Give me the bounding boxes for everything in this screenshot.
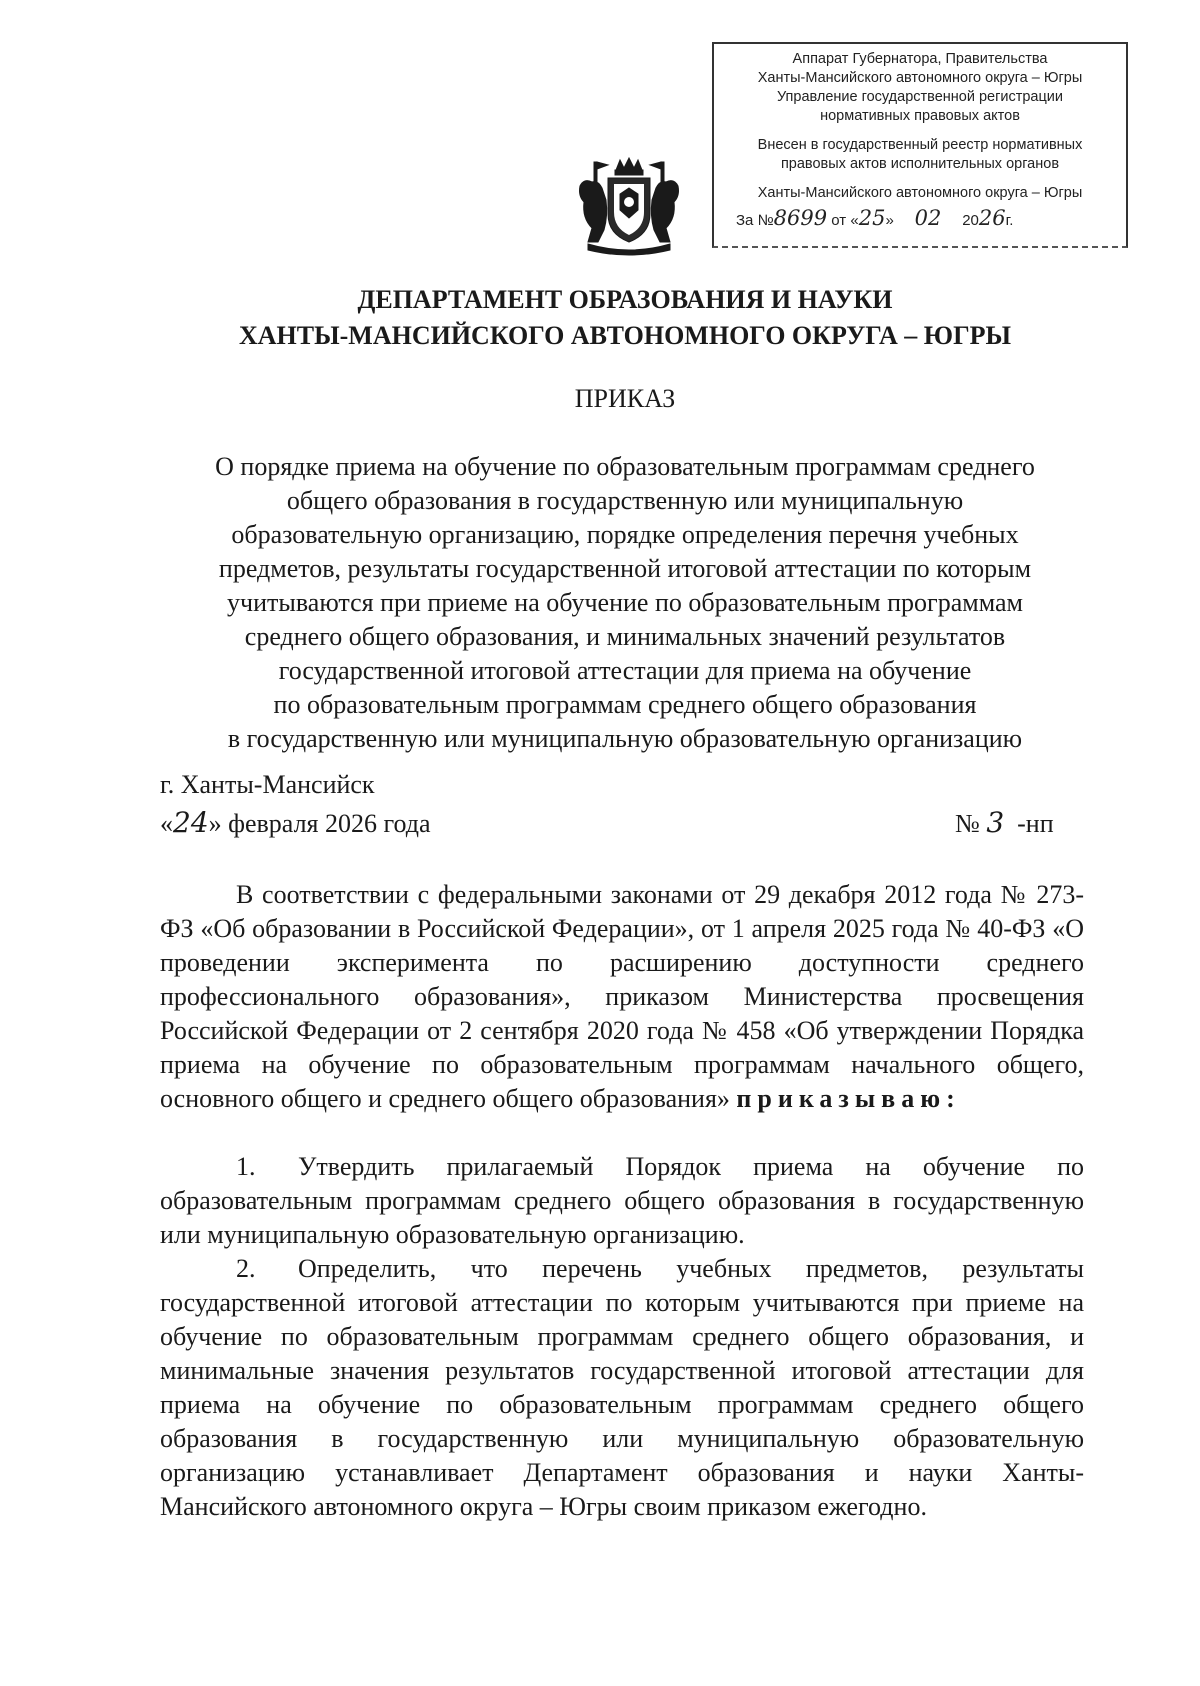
stamp-line: правовых актов исполнительных органов	[780, 156, 1060, 172]
number-prefix: №	[955, 809, 980, 838]
document-type: ПРИКАЗ	[574, 384, 676, 413]
date-day: 24	[173, 806, 209, 839]
stamp-reg-month: 02	[914, 206, 942, 230]
item-number: 2.	[236, 1254, 256, 1283]
stamp-reg-year: 26	[978, 206, 1006, 230]
stamp-line: Аппарат Губернатора, Правительства	[792, 51, 1048, 67]
title-line: среднего общего образования, и минимальных значений результатов	[244, 622, 1006, 651]
number-suffix: -нп	[1017, 809, 1054, 838]
item-text: Утвердить прилагаемый Порядок приема на обучение по образовательным программам среднего общего образования в государственную или муниципальную образовательную организацию.	[160, 1152, 1084, 1249]
stamp-line: нормативных правовых актов	[820, 108, 1020, 124]
stamp-registration-line	[714, 206, 1126, 239]
issue-place: г. Ханты-Мансийск	[160, 770, 375, 799]
preamble-text: В соответствии с федеральными законами от 29 декабря 2012 года № 273-ФЗ «Об образовании в Российской Федерации», от 1 апреля 2025 года № 40-ФЗ «О проведении эксперимента по расширению доступности среднего профессионального образования», приказом Министерства просвещения Российской Федерации от 2 сентября 2020 года № 458 «Об утверждении Порядка приема на обучение по образовательным программам начального общего, основного общего и среднего общего образования»	[160, 880, 1084, 1113]
title-line: предметов, результаты государственной итоговой аттестации по которым	[218, 554, 1032, 583]
title-line: учитываются при приеме на обучение по образовательным программам	[227, 588, 1023, 617]
stamp-reg-close: »	[885, 212, 894, 229]
registration-stamp	[712, 42, 1128, 248]
document-number	[955, 806, 1054, 839]
order-word: приказываю:	[736, 1084, 961, 1113]
item-text: Определить, что перечень учебных предметов, результаты государственной итоговой аттестации по которым учитываются при приеме на обучение по образовательным программам среднего общего образования, и минимальные значения результатов государственной итоговой аттестации для приема на обучение по образовательным программам среднего общего образования в государственную или муниципальную образовательную организацию устанавливает Департамент образования и науки Ханты-Мансийского автономного округа – Югры своим приказом ежегодно.	[160, 1254, 1084, 1521]
document-body	[160, 878, 1084, 1524]
order-item	[160, 1252, 1084, 1524]
date-rest: » февраля 2026 года	[208, 809, 431, 838]
date-open: «	[160, 809, 173, 838]
stamp-reg-prefix: За №	[736, 212, 774, 229]
title-line: государственной итоговой аттестации для приема на обучение	[278, 656, 972, 685]
stamp-reg-number: 8699	[773, 206, 828, 230]
stamp-line: Ханты-Мансийского автономного округа – Югры	[757, 70, 1083, 86]
stamp-line: Ханты-Мансийского автономного округа – Югры	[757, 185, 1083, 201]
number-value: 3	[986, 806, 1005, 839]
title-line: общего образования в государственную или муниципальную	[286, 486, 964, 515]
item-number: 1.	[236, 1152, 256, 1181]
title-line: в государственную или муниципальную образовательную организацию	[227, 724, 1023, 753]
heading-line: ДЕПАРТАМЕНТ ОБРАЗОВАНИЯ И НАУКИ	[357, 285, 893, 314]
title-line: образовательную организацию, порядке определения перечня учебных	[231, 520, 1019, 549]
heading-line: ХАНТЫ-МАНСИЙСКОГО АВТОНОМНОГО ОКРУГА – ЮГРЫ	[238, 321, 1012, 350]
document-title	[150, 450, 1100, 756]
order-item	[160, 1150, 1084, 1252]
stamp-line: Управление государственной регистрации	[776, 89, 1064, 105]
stamp-reg-suffix: г.	[1005, 212, 1014, 229]
stamp-reg-year-prefix: 20	[962, 212, 979, 229]
stamp-reg-from: от «	[831, 212, 859, 229]
title-line: О порядке приема на обучение по образовательным программам среднего	[215, 452, 1035, 481]
coat-of-arms-icon	[574, 156, 684, 256]
stamp-reg-day: 25	[858, 206, 886, 230]
issue-date	[160, 806, 431, 839]
department-heading	[100, 282, 1150, 354]
stamp-line: Внесен в государственный реестр нормативных	[757, 137, 1083, 153]
title-line: по образовательным программам среднего общего образования	[273, 690, 977, 719]
preamble-paragraph	[160, 878, 1084, 1116]
